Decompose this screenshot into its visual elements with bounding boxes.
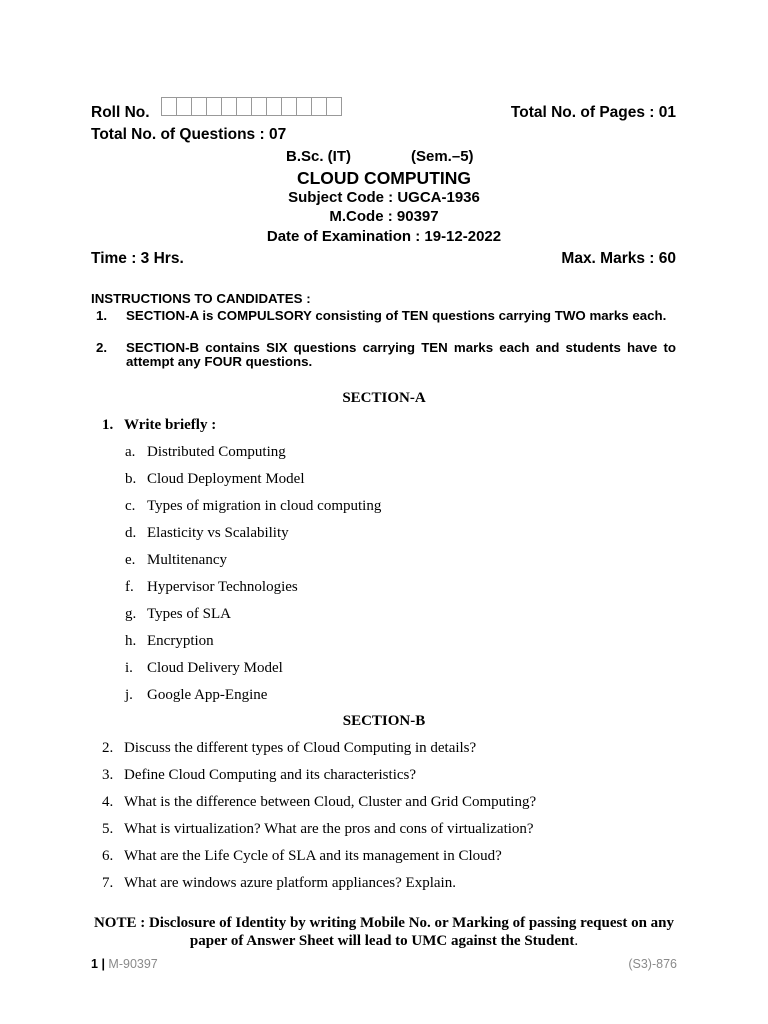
question-1-number: 1.: [102, 417, 114, 433]
section-a-heading: SECTION-A: [342, 390, 426, 406]
exam-date: Date of Examination : 19-12-2022: [266, 228, 502, 245]
question-item: [102, 848, 502, 865]
question-text: What are windows azure platform appliances? Explain.: [124, 875, 456, 891]
question-text: What is the difference between Cloud, Cluster and Grid Computing?: [124, 794, 537, 810]
sub-question: [125, 498, 381, 515]
question-item: [102, 821, 534, 838]
roll-number-label: Roll No.: [91, 104, 150, 121]
section-b-heading: SECTION-B: [342, 713, 426, 729]
course-name: B.Sc. (IT): [286, 148, 352, 165]
question-number: 7.: [102, 875, 114, 891]
sub-question: [125, 525, 289, 542]
sub-question-letter: i.: [125, 660, 133, 676]
question-text: What is virtualization? What are the pros and cons of virtualization?: [124, 821, 534, 837]
sub-question-letter: a.: [125, 444, 136, 460]
sub-question-text: Types of migration in cloud computing: [147, 498, 382, 514]
sub-question-letter: g.: [125, 606, 137, 622]
footer-right: (S3)-876: [628, 957, 677, 971]
sub-question: [125, 660, 283, 677]
exam-title: CLOUD COMPUTING: [296, 168, 472, 188]
total-pages: Total No. of Pages : 01: [510, 104, 676, 121]
sub-question: [125, 471, 305, 488]
exam-time: Time : 3 Hrs.: [91, 250, 184, 267]
roll-number-box[interactable]: [296, 97, 312, 116]
note-period: .: [574, 933, 579, 949]
instruction-number: 2.: [96, 340, 108, 355]
note-line-1: NOTE : Disclosure of Identity by writing Mobile No. or Marking of passing request on any: [93, 915, 675, 931]
roll-number-box[interactable]: [281, 97, 297, 116]
sub-question-letter: c.: [125, 498, 136, 514]
sub-question: [125, 633, 214, 650]
footer-left: [91, 957, 158, 971]
question-number: 6.: [102, 848, 114, 864]
question-number: 3.: [102, 767, 114, 783]
instruction-item: [96, 309, 676, 323]
roll-number-box[interactable]: [176, 97, 192, 116]
sub-question-text: Encryption: [147, 633, 214, 649]
sub-question-text: Google App-Engine: [147, 687, 268, 703]
roll-number-box[interactable]: [206, 97, 222, 116]
sub-question-letter: b.: [125, 471, 137, 487]
question-number: 4.: [102, 794, 114, 810]
question-text: What are the Life Cycle of SLA and its management in Cloud?: [124, 848, 502, 864]
note-line-2-text: paper of Answer Sheet will lead to UMC against the Student: [189, 933, 575, 949]
sub-question-text: Multitenancy: [147, 552, 227, 568]
sub-question-letter: j.: [125, 687, 133, 703]
instructions-heading: INSTRUCTIONS TO CANDIDATES :: [91, 291, 311, 306]
sub-question: [125, 606, 231, 623]
subject-code: Subject Code : UGCA-1936: [288, 189, 480, 206]
sub-question: [125, 444, 286, 461]
sub-question-text: Elasticity vs Scalability: [147, 525, 289, 541]
note-line-2: [0, 933, 768, 950]
m-code: M.Code : 90397: [329, 208, 439, 225]
sub-question-text: Hypervisor Technologies: [147, 579, 298, 595]
question-1-text: Write briefly :: [124, 417, 217, 433]
sub-question-text: Distributed Computing: [147, 444, 286, 460]
sub-question-letter: e.: [125, 552, 136, 568]
sub-question-letter: h.: [125, 633, 137, 649]
footer-separator: |: [101, 957, 105, 971]
question-item: [102, 875, 456, 892]
footer-page-number: 1: [91, 957, 98, 971]
instruction-number: 1.: [96, 308, 108, 323]
sub-question-text: Cloud Delivery Model: [147, 660, 283, 676]
roll-number-box[interactable]: [266, 97, 282, 116]
semester: (Sem.–5): [411, 148, 474, 165]
roll-number-box[interactable]: [311, 97, 327, 116]
question-item: [102, 740, 476, 757]
roll-number-box[interactable]: [236, 97, 252, 116]
total-questions: Total No. of Questions : 07: [91, 126, 287, 143]
sub-question: [125, 552, 227, 569]
sub-question-text: Cloud Deployment Model: [147, 471, 305, 487]
sub-question-text: Types of SLA: [147, 606, 231, 622]
roll-number-box[interactable]: [326, 97, 342, 116]
sub-question-letter: d.: [125, 525, 137, 541]
sub-question: [125, 687, 267, 704]
roll-number-box[interactable]: [221, 97, 237, 116]
roll-number-box[interactable]: [251, 97, 267, 116]
roll-number-box[interactable]: [161, 97, 177, 116]
question-number: 5.: [102, 821, 114, 837]
roll-number-boxes[interactable]: [161, 97, 341, 116]
question-text: Discuss the different types of Cloud Computing in details?: [124, 740, 477, 756]
sub-question-letter: f.: [125, 579, 134, 595]
instruction-text: SECTION-A is COMPULSORY consisting of TEN questions carrying TWO marks each.: [126, 308, 667, 323]
roll-number-box[interactable]: [191, 97, 207, 116]
question-text: Define Cloud Computing and its characteristics?: [124, 767, 417, 783]
instruction-item: [96, 341, 676, 369]
max-marks: Max. Marks : 60: [561, 250, 676, 267]
sub-question: [125, 579, 298, 596]
footer-code: M-90397: [108, 957, 158, 971]
question-item: [102, 767, 416, 784]
question-item: [102, 794, 536, 811]
question-number: 2.: [102, 740, 114, 756]
instruction-text: SECTION-B contains SIX questions carrying TEN marks each and students have to attempt any FOUR questions.: [126, 340, 676, 369]
